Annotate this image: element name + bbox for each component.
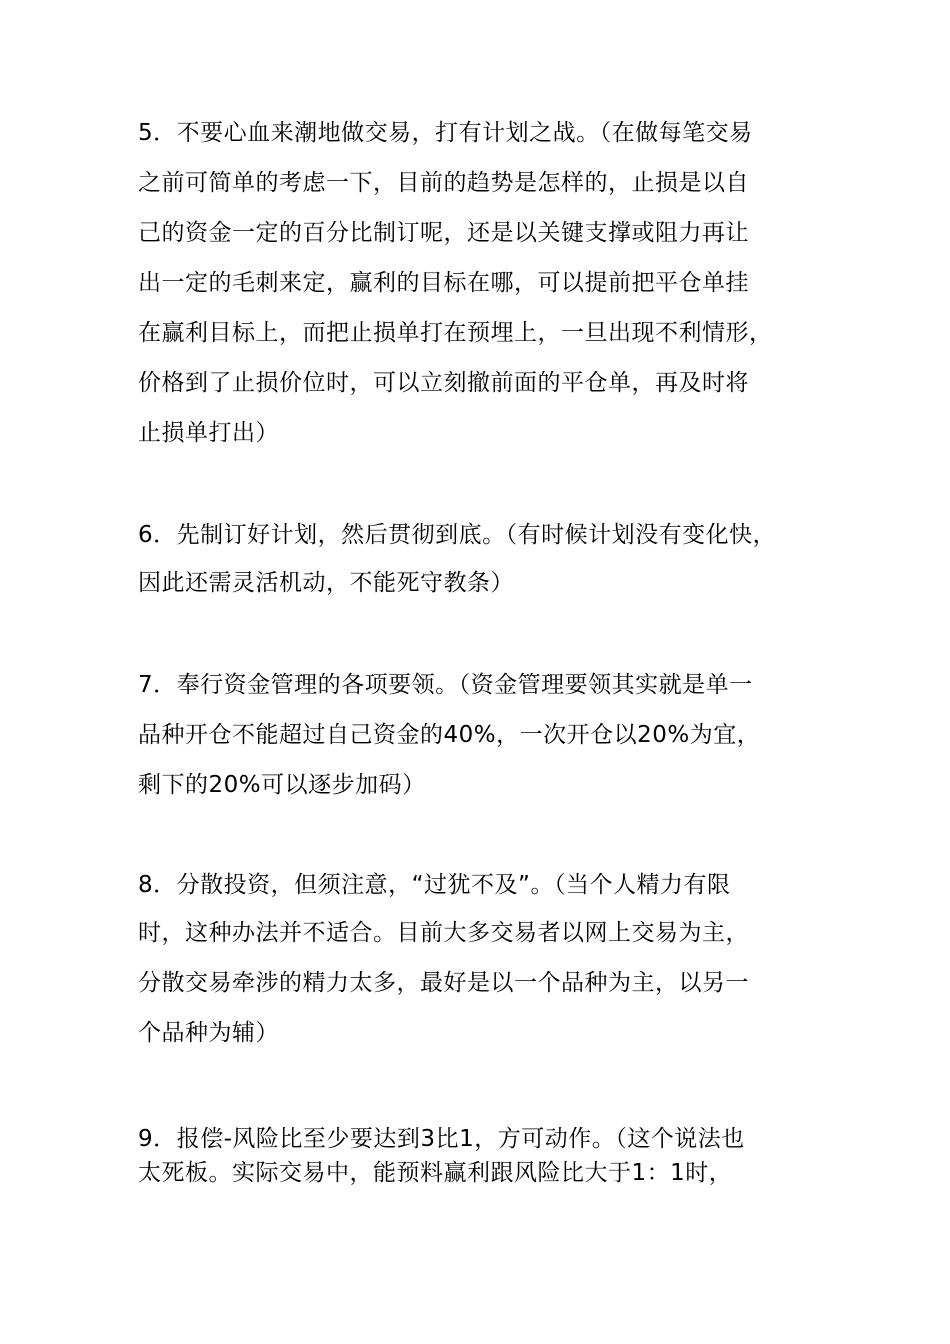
item-5-line-6: 价格到了止损价位时，可以立刻撤前面的平仓单，再及时将 [138,370,749,396]
item-6-line-1: 6．先制订好计划，然后贯彻到底。（有时候计划没有变化快， [138,522,777,548]
item-8-line-1: 8．分散投资，但须注意，“过犹不及”。（当个人精力有限 [138,872,731,898]
item-7-line-1: 7．奉行资金管理的各项要领。（资金管理要领其实就是单一 [138,672,753,698]
item-8-line-2: 时，这种办法并不适合。目前大多交易者以网上交易为主， [138,920,749,946]
item-7-line-2: 品种开仓不能超过自己资金的40%，一次开仓以20%为宜， [138,722,761,748]
item-5-line-4: 出一定的毛刺来定，赢利的目标在哪，可以提前把平仓单挂 [138,270,749,296]
item-9-line-2: 太死板。实际交易中，能预料赢利跟风险比大于1：1时， [138,1160,733,1186]
item-8-line-4: 个品种为辅） [138,1020,279,1046]
item-5-line-1: 5．不要心血来潮地做交易，打有计划之战。（在做每笔交易 [138,120,753,146]
item-5-line-3: 己的资金一定的百分比制订呢，还是以关键支撑或阻力再让 [138,220,749,246]
item-7-line-3: 剩下的20%可以逐步加码） [138,772,426,798]
item-5-line-5: 在赢利目标上，而把止损单打在预埋上，一旦出现不利情形， [138,320,773,346]
item-6-line-2: 因此还需灵活机动，不能死守教条） [138,570,514,596]
item-5-line-7: 止损单打出） [138,420,279,446]
item-5-line-2: 之前可简单的考虑一下，目前的趋势是怎样的，止损是以自 [138,170,749,196]
item-9-line-1: 9．报偿-风险比至少要达到3比1，方可动作。（这个说法也 [138,1126,745,1152]
item-8-line-3: 分散交易牵涉的精力太多，最好是以一个品种为主，以另一 [138,970,749,996]
